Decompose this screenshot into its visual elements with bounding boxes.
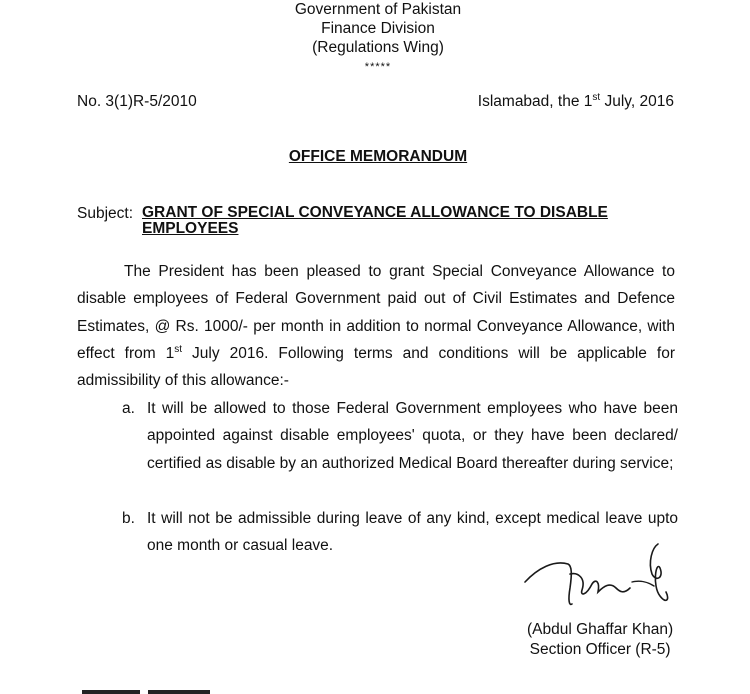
reference-number: No. 3(1)R-5/2010: [77, 93, 197, 110]
body-part2: July 2016. Following terms and conditions will be applicable for admissibility of this allowance:-: [77, 344, 675, 390]
date-sup: st: [592, 91, 601, 103]
header-government: Government of Pakistan: [294, 1, 462, 18]
body-part1: The President has been pleased to grant Special Conveyance Allowance to disable employees of Federal Government paid out of Civil Estimates and Defence Estimates, @ Rs. 1000/- per month in addition to normal Conveyance Allowance, with effect from 1: [77, 263, 675, 362]
page-title: OFFICE MEMORANDUM: [288, 148, 468, 165]
body-sup: st: [174, 343, 183, 355]
date-prefix: Islamabad, the 1: [477, 93, 593, 110]
issue-date: [478, 93, 674, 111]
header-stars: *****: [364, 61, 392, 73]
subject-text: GRANT OF SPECIAL CONVEYANCE ALLOWANCE TO DISABLE EMPLOYEES: [142, 204, 608, 237]
list-item-label: b.: [122, 510, 135, 527]
signatory-name: (Abdul Ghaffar Khan): [527, 621, 674, 638]
signature-block: [527, 620, 673, 660]
list-item-label: a.: [122, 400, 135, 417]
list-item-text: It will not be admissible during leave of any kind, except medical leave upto one month or casual leave.: [147, 510, 678, 555]
cutoff-text-fragment: [82, 688, 218, 694]
subject-label: Subject:: [77, 205, 134, 222]
body-paragraph: [77, 258, 675, 394]
signature-icon: [520, 538, 680, 618]
list-item: [122, 395, 678, 477]
date-suffix: July, 2016: [600, 93, 674, 110]
header-wing: (Regulations Wing): [312, 39, 444, 56]
list-item-text: It will be allowed to those Federal Government employees who have been appointed against disable employees' quota, or they have been declared/ certified as disable by an authorized Medical Board thereafter during service;: [147, 400, 678, 472]
signatory-designation: Section Officer (R-5): [529, 641, 671, 658]
header-division: Finance Division: [321, 20, 435, 37]
